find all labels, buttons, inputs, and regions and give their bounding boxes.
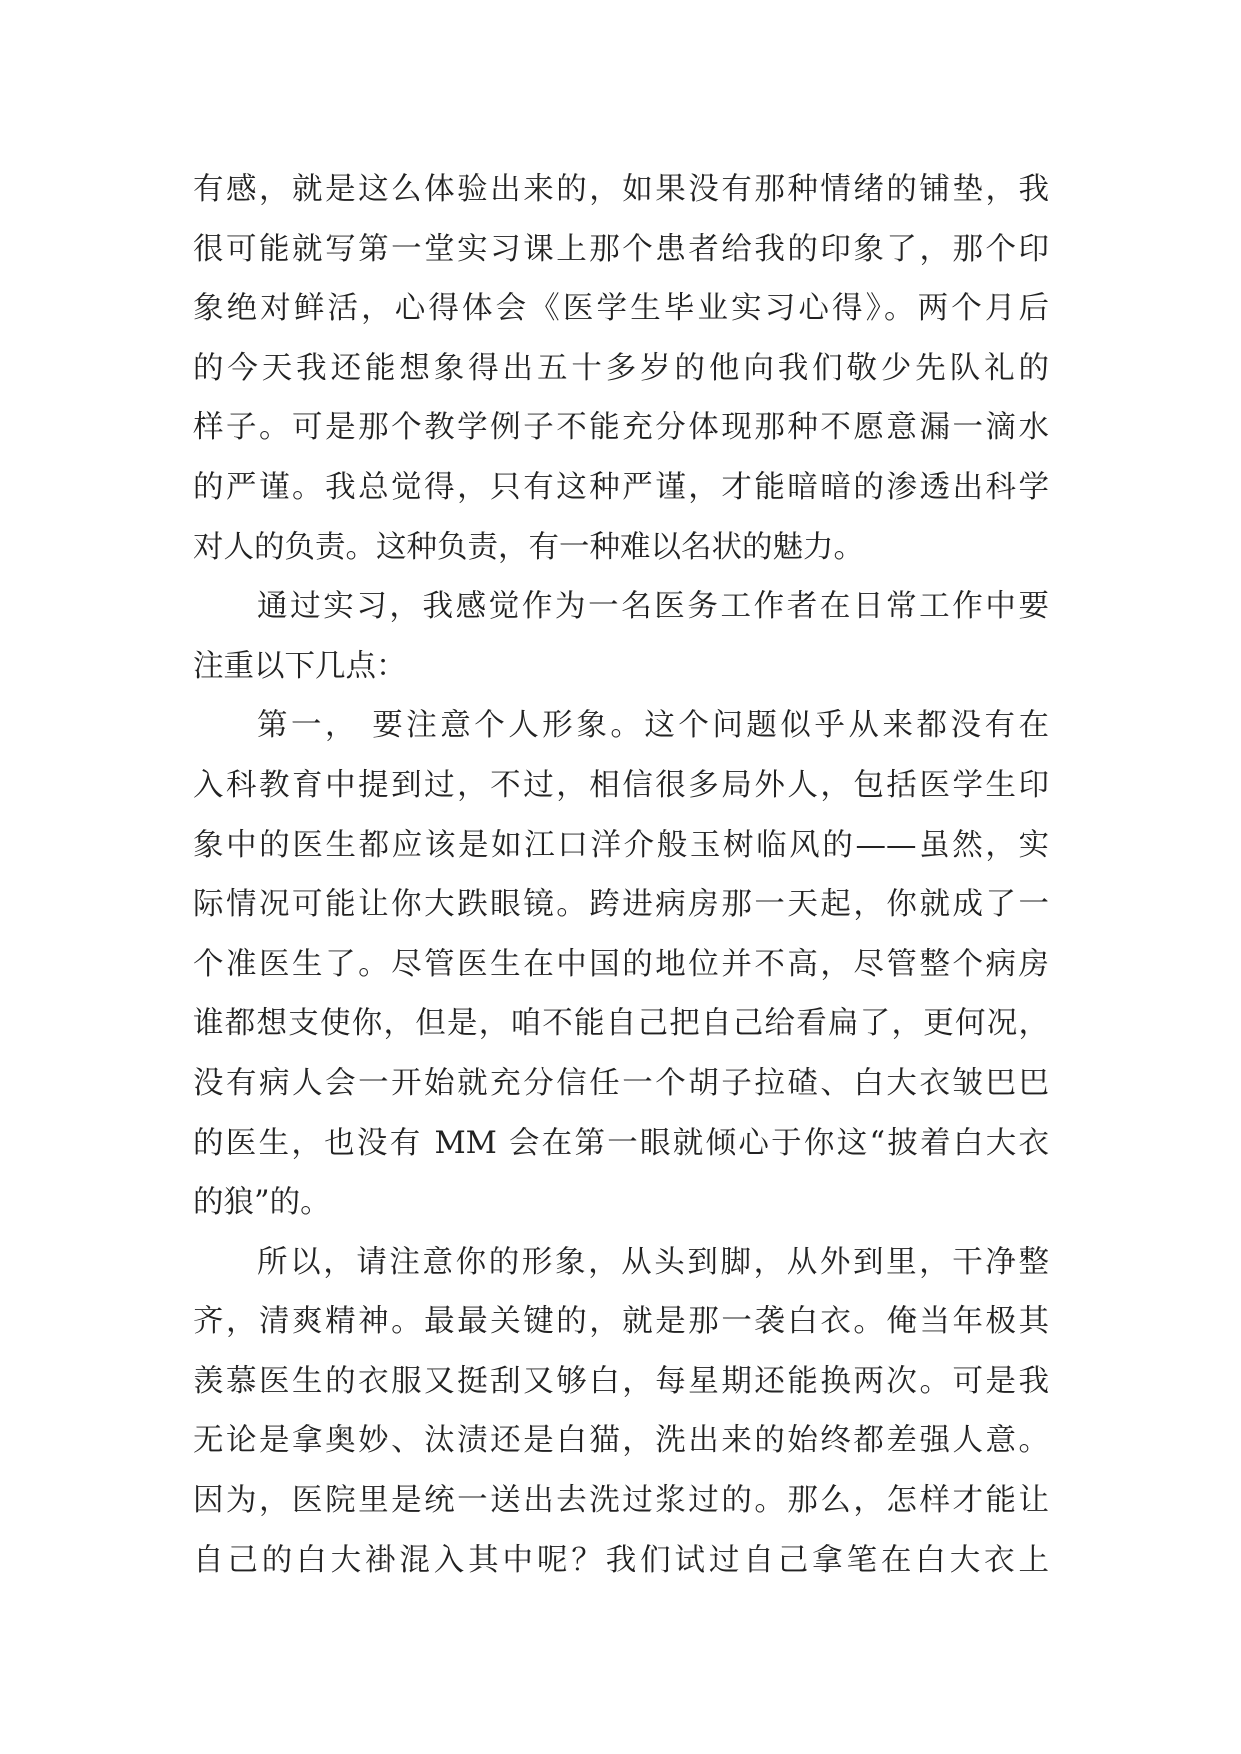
text-line: 的医生，也没有 MM 会在第一眼就倾心于你这“披着白大衣 xyxy=(193,1125,1049,1161)
text-line: 通过实习，我感觉作为一名医务工作者在日常工作中要 xyxy=(257,589,1049,625)
text-line: 齐，清爽精神。最最关键的，就是那一袭白衣。俺当年极其 xyxy=(193,1304,1049,1340)
text-line: 很可能就写第一堂实习课上那个患者给我的印象了，那个印 xyxy=(193,231,1049,267)
text-line: 谁都想支使你，但是，咱不能自己把自己给看扁了，更何况， xyxy=(193,1006,1049,1042)
text-line: 的严谨。我总觉得，只有这种严谨，才能暗暗的渗透出科学 xyxy=(193,469,1049,505)
text-line: 的狼”的。 xyxy=(193,1185,331,1221)
document-body xyxy=(193,160,1049,1590)
text-line: 因为，医院里是统一送出去洗过浆过的。那么，怎样才能让 xyxy=(193,1483,1049,1519)
text-line: 有感，就是这么体验出来的，如果没有那种情绪的铺垫，我 xyxy=(193,172,1049,207)
text-line: 际情况可能让你大跌眼镜。跨进病房那一天起，你就成了一 xyxy=(193,887,1049,923)
text-line: 没有病人会一开始就充分信任一个胡子拉碴、白大衣皱巴巴 xyxy=(193,1065,1049,1101)
text-line: 羡慕医生的衣服又挺刮又够白，每星期还能换两次。可是我 xyxy=(193,1363,1049,1399)
text-line: 象绝对鲜活，心得体会《医学生毕业实习心得》。两个月后 xyxy=(193,291,1049,327)
text-line: 所以，请注意你的形象，从头到脚，从外到里，干净整 xyxy=(257,1244,1049,1280)
text-line: 第一， 要注意个人形象。这个问题似乎从来都没有在 xyxy=(257,708,1049,744)
text-line: 象中的医生都应该是如江口洋介般玉树临风的——虽然，实 xyxy=(193,827,1049,863)
text-line: 对人的负责。这种负责，有一种难以名状的魅力。 xyxy=(193,529,864,565)
text-line: 无论是拿奥妙、汰渍还是白猫，洗出来的始终都差强人意。 xyxy=(193,1423,1049,1459)
text-line: 注重以下几点： xyxy=(193,648,407,684)
text-line: 的今天我还能想象得出五十多岁的他向我们敬少先队礼的 xyxy=(193,350,1049,386)
text-line: 个准医生了。尽管医生在中国的地位并不高，尽管整个病房 xyxy=(193,946,1049,982)
text-line: 样子。可是那个教学例子不能充分体现那种不愿意漏一滴水 xyxy=(193,410,1049,446)
text-line: 入科教育中提到过，不过，相信很多局外人，包括医学生印 xyxy=(193,767,1049,803)
text-line: 自己的白大褂混入其中呢？我们试过自己拿笔在白大衣上 xyxy=(193,1542,1049,1578)
